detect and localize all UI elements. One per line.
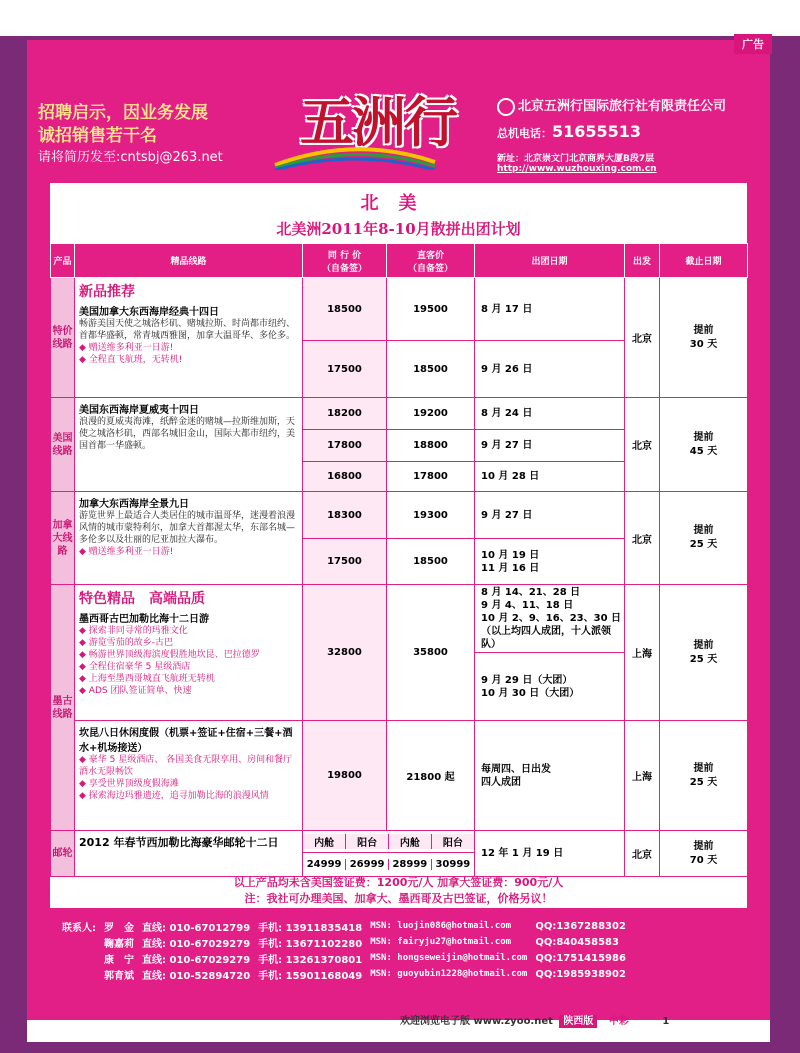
cabin-type: 阳台 [431, 834, 474, 849]
depart-city: 上海 [625, 721, 660, 831]
route-desc: 游览世界上最适合人类居住的城市温哥华，迷漫着浪漫风情的城市蒙特利尔，加拿大首都渥太华，东部名城—多伦多以及壮丽的尼亚加拉大瀑布。 [79, 511, 296, 545]
depart-city: 北京 [625, 492, 660, 585]
route-name: 2012 年春节西加勒比海豪华邮轮十二日 [79, 836, 279, 849]
depart-date: 8 月 17 日 [475, 278, 625, 341]
header-direct-sub: （自备签） [407, 263, 453, 274]
logo: 五洲行 [300, 90, 456, 154]
category-cell: 美国线路 [51, 398, 75, 492]
phone-label: 总机电话： [497, 126, 552, 140]
contact-name: 鞠嘉莉 [104, 938, 134, 950]
contact-qq: QQ:1367288302 [535, 920, 626, 932]
region-title: 北美 [360, 193, 437, 214]
deadline-cell [660, 278, 748, 398]
recruit-email[interactable]: 请将简历发至:cntsbj@263.net [38, 150, 223, 165]
plan-title: 北美洲2011年8-10月散拼出团计划 [276, 220, 521, 238]
peer-price: 19800 [303, 721, 387, 831]
company-url[interactable]: http://www.wuzhouxing.com.cn [497, 163, 657, 174]
direct-price: 18500 [387, 539, 475, 585]
header-deadline: 截止日期 [660, 244, 748, 278]
direct-price: 17800 [387, 462, 475, 492]
depart-date: 每周四、日出发 四人成团 [475, 721, 625, 831]
peer-price: 16800 [303, 462, 387, 492]
recruit-line-1: 招聘启示，因业务发展 [38, 103, 208, 123]
contact-name: 康 宁 [104, 954, 134, 966]
route-name: 坎昆八日休闲度假（机票+签证+住宿+三餐+酒水+机场接送） [79, 728, 293, 754]
footer [400, 1012, 669, 1027]
route-name: 美国加拿大东西海岸经典十四日 [79, 307, 219, 318]
deadline-days: 45 天 [689, 445, 718, 457]
route-bullet: ◆ 全程直飞航班，无转机! [79, 354, 298, 366]
peer-price: 17500 [303, 539, 387, 585]
deadline-cell [660, 492, 748, 585]
header-cat: 产品 [51, 244, 75, 278]
contact-tel: 直线: 010-67029279 [142, 938, 251, 950]
route-bullet: ◆ 豪华 5 星级酒店、 各国美食无限享用、房间和餐厅酒水无限畅饮 [79, 754, 298, 778]
direct-price: 19500 [387, 278, 475, 341]
route-bullet: ◆ 赠送维多利亚一日游! [79, 342, 298, 354]
contact-row [58, 966, 630, 982]
table-row [51, 831, 748, 853]
recruit-notice [38, 102, 223, 168]
direct-price: 35800 [387, 585, 475, 721]
category-cell: 特价线路 [51, 278, 75, 398]
company-name: 北京五洲行国际旅行社有限责任公司 [518, 99, 727, 114]
table-row [51, 398, 748, 430]
company-info [497, 95, 726, 174]
header-depart: 出发 [625, 244, 660, 278]
top-strip [0, 0, 800, 36]
contact-msn[interactable]: MSN: luojin086@hotmail.com [370, 921, 512, 931]
depart-city: 北京 [625, 278, 660, 398]
peer-price: 18200 [303, 398, 387, 430]
cabin-price: 24999 [303, 859, 346, 870]
company-address: 新址：北京崇文门北京商界大厦B段7层 [497, 153, 655, 164]
route-cell [75, 492, 303, 585]
route-cell [75, 398, 303, 492]
route-name: 加拿大东西海岸全景九日 [79, 499, 189, 510]
peer-price: 18500 [303, 278, 387, 341]
deadline-label: 提前 [693, 431, 714, 443]
contacts-label: 联系人: [62, 922, 96, 934]
ad-tag: 广告 [734, 34, 772, 54]
contact-mobile: 手机: 15901168049 [258, 970, 363, 982]
cabin-type: 阳台 [346, 834, 389, 849]
deadline-label: 提前 [693, 762, 714, 774]
direct-price: 19200 [387, 398, 475, 430]
deadline-cell [660, 585, 748, 721]
direct-price: 19300 [387, 492, 475, 539]
visa-service-note: 注：我社可办理美国、加拿大、墨西哥及古巴签证，价格另议！ [244, 892, 553, 905]
deadline-days: 30 天 [689, 338, 718, 350]
edition-badge: 陕西版 [559, 1015, 597, 1028]
route-bullet: ◆ 畅游世界顶级海滨度假胜地坎昆、巴拉德罗 [79, 649, 298, 661]
route-cell [75, 831, 303, 877]
contact-msn[interactable]: MSN: guoyubin1228@hotmail.com [370, 969, 528, 979]
deadline-label: 提前 [693, 639, 714, 651]
cabin-price: 26999 [346, 859, 389, 870]
deadline-days: 25 天 [689, 776, 718, 788]
header-route: 精品线路 [75, 244, 303, 278]
route-bullet: ◆ 上海至墨西哥城直飞航班无转机 [79, 673, 298, 685]
page-number: 1 [662, 1016, 670, 1027]
contact-msn[interactable]: MSN: fairyju27@hotmail.com [370, 937, 512, 947]
depart-date: 8 月 14、21、28 日 9 月 4、11、18 日 10 月 2、9、16、23、30 日 （以上均四人成团，十人派领队） [475, 585, 625, 653]
deadline-days: 25 天 [689, 539, 718, 550]
deadline-label: 提前 [693, 525, 714, 536]
depart-date: 10 月 28 日 [475, 462, 625, 492]
route-cell [75, 721, 303, 831]
deadline-label: 提前 [693, 324, 714, 336]
deadline-cell [660, 721, 748, 831]
peer-price: 32800 [303, 585, 387, 721]
depart-city: 北京 [625, 398, 660, 492]
direct-price: 21800 起 [387, 721, 475, 831]
logo-rainbow-swoosh [270, 140, 440, 170]
direct-price: 18500 [387, 341, 475, 398]
route-cell [75, 278, 303, 398]
route-bullet: ◆ ADS 团队签证简单、快速 [79, 685, 298, 697]
contact-tel: 直线: 010-52894720 [142, 970, 251, 982]
contact-qq: QQ:840458583 [535, 936, 619, 948]
table-row [51, 585, 748, 653]
route-bullet: ◆ 享受世界顶级度假海滩 [79, 778, 298, 790]
deadline-cell [660, 398, 748, 492]
route-cell [75, 585, 303, 721]
deadline-cell [660, 831, 748, 877]
cabin-price: 28999 [389, 859, 432, 870]
tour-table [50, 243, 748, 877]
visa-notes [50, 875, 747, 907]
route-desc: 浪漫的夏威夷海滩，纸醉金迷的赌城—拉斯维加斯，天使之城洛杉矶，西部名城旧金山，国际大都市纽约，美国首都一华盛顿。 [79, 417, 296, 451]
route-bullet: ◆ 探索非同寻常的玛雅文化 [79, 625, 298, 637]
table-row [51, 721, 748, 831]
cabin-type: 内舱 [389, 834, 432, 849]
route-bullet: ◆ 全程住宿豪华 5 星级酒店 [79, 661, 298, 673]
peer-price: 17800 [303, 430, 387, 462]
contact-tel: 直线: 010-67029279 [142, 954, 251, 966]
depart-date: 10 月 19 日 11 月 16 日 [475, 539, 625, 585]
contact-mobile: 手机: 13261370801 [258, 954, 363, 966]
contact-mobile: 手机: 13911835418 [258, 922, 363, 934]
route-name: 墨西哥古巴加勒比海十二日游 [79, 614, 209, 625]
route-bullet: ◆ 探索海边玛雅遗迹，追寻加勒比海的浪漫风情 [79, 790, 298, 802]
depart-city: 上海 [625, 585, 660, 721]
cabin-type: 内舱 [303, 834, 346, 849]
table-row [51, 278, 748, 341]
route-desc: 畅游美国天使之城洛杉矶、赌城拉斯、时尚都市纽约、首都华盛顿，常青城西雅图，加拿大温哥华、多伦多。 [79, 319, 296, 341]
phone-number: 51655513 [552, 121, 642, 141]
contact-name: 罗 金 [104, 922, 134, 934]
contact-mobile: 手机: 13671102280 [258, 938, 363, 950]
footer-welcome[interactable]: 欢迎浏览电子版 www.zyoo.net [400, 1016, 553, 1027]
depart-date: 9 月 27 日 [475, 430, 625, 462]
tour-plan-card [50, 183, 747, 908]
deadline-label: 提前 [693, 840, 714, 852]
depart-date: 9 月 29 日（大团） 10 月 30 日（大团） [475, 653, 625, 721]
contact-name: 郭育斌 [104, 970, 134, 982]
contact-row [58, 950, 630, 966]
contact-row [58, 918, 630, 934]
direct-price: 18800 [387, 430, 475, 462]
footer-section: 中彩 [608, 1016, 629, 1027]
depart-city: 北京 [625, 831, 660, 877]
deadline-days: 25 天 [689, 653, 718, 665]
deadline-days: 70 天 [689, 854, 718, 866]
route-bullet: ◆ 游览雪茄的故乡-古巴 [79, 637, 298, 649]
depart-date: 9 月 27 日 [475, 492, 625, 539]
table-header [51, 244, 748, 278]
route-badge: 特色精品 高端品质 [79, 591, 205, 607]
route-name: 美国东西海岸夏威夷十四日 [79, 405, 199, 416]
contact-msn[interactable]: MSN: hongseweijin@hotmail.com [370, 953, 528, 963]
table-row [51, 492, 748, 539]
contacts [58, 918, 758, 982]
peer-price: 18300 [303, 492, 387, 539]
depart-date: 12 年 1 月 19 日 [475, 831, 625, 877]
company-logo-icon [497, 98, 515, 116]
visa-fee-note: 以上产品均未含美国签证费：1200元/人 加拿大签证费：900元/人 [233, 876, 564, 889]
route-bullet: ◆ 赠送维多利亚一日游! [79, 546, 298, 558]
route-badge: 新品推荐 [79, 284, 135, 300]
contact-tel: 直线: 010-67012799 [142, 922, 251, 934]
category-cell: 邮轮 [51, 831, 75, 877]
category-cell: 加拿大线路 [51, 492, 75, 585]
peer-price: 17500 [303, 341, 387, 398]
contact-qq: QQ:1985938902 [535, 968, 626, 980]
depart-date: 8 月 24 日 [475, 398, 625, 430]
header-dates: 出团日期 [475, 244, 625, 278]
contact-qq: QQ:1751415986 [535, 952, 626, 964]
header-direct: 直客价 [416, 250, 444, 261]
depart-date: 9 月 26 日 [475, 341, 625, 398]
header-peer: 同 行 价 [327, 250, 362, 261]
contact-row [58, 934, 630, 950]
category-cell: 墨古线路 [51, 585, 75, 831]
cabin-price: 30999 [431, 859, 474, 870]
recruit-line-2: 诚招销售若干名 [38, 126, 157, 146]
header-peer-sub: （自备签） [321, 263, 367, 274]
